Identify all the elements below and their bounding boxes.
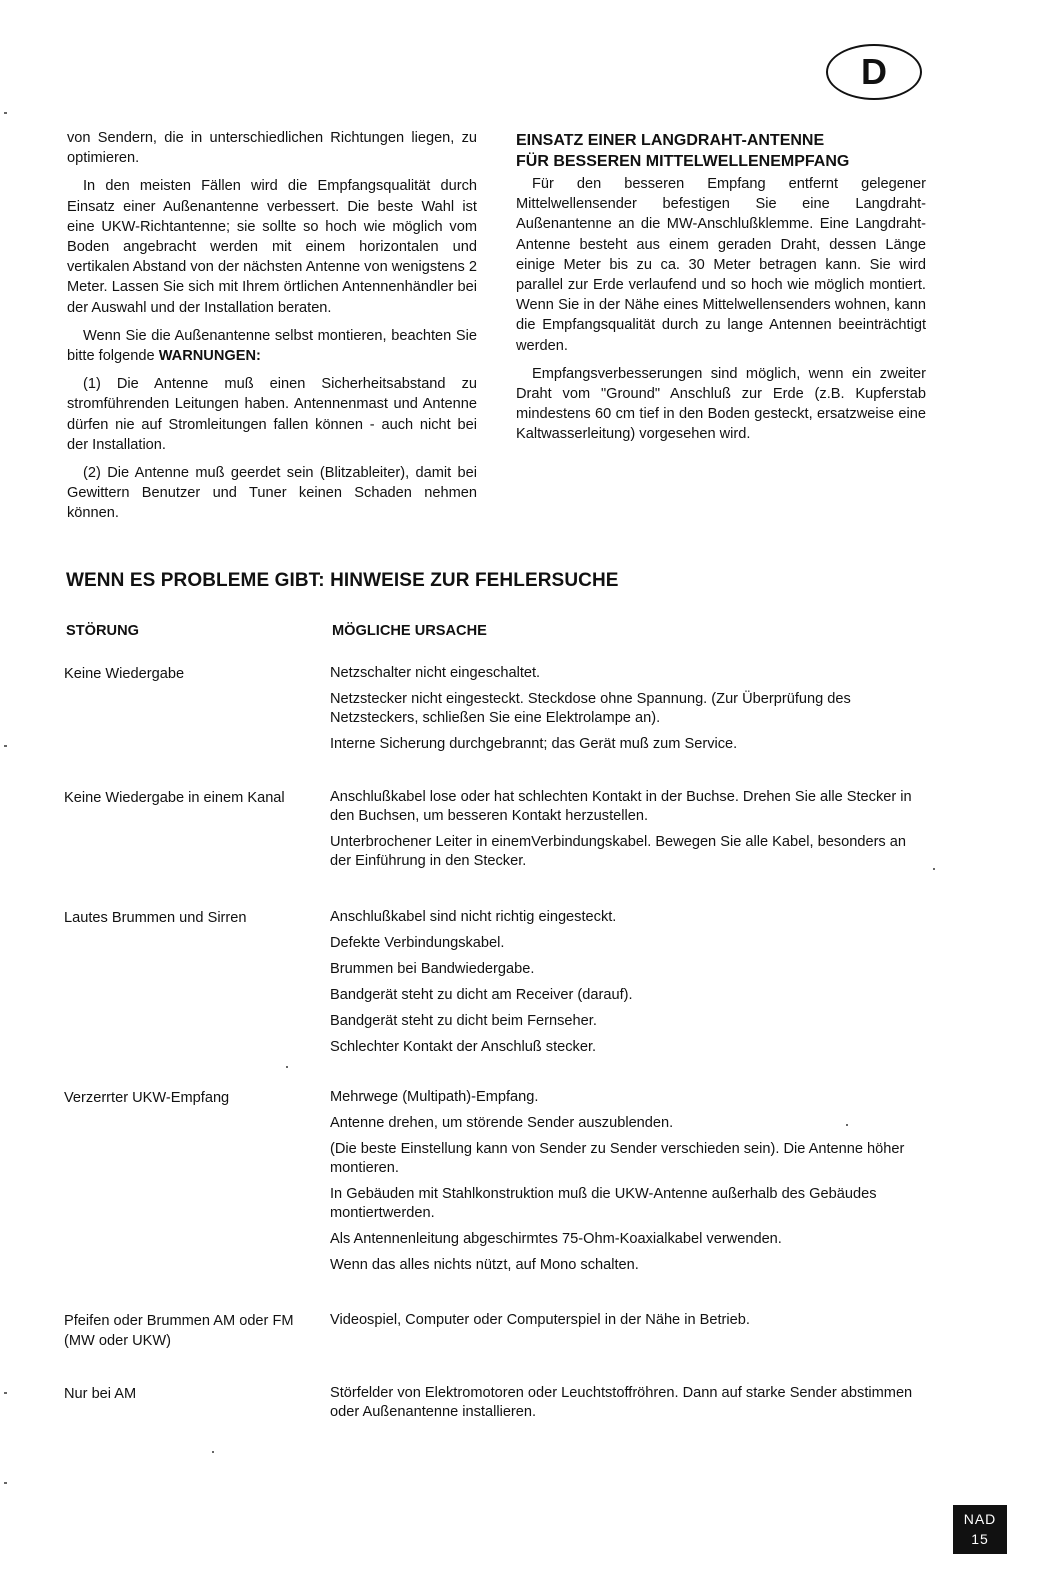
cause-item: Videospiel, Computer oder Computerspiel in der Nähe in Betrieb. (330, 1312, 750, 1328)
cause-item: Brummen bei Bandwiedergabe. (330, 961, 535, 977)
troubleshooting-title: WENN ES PROBLEME GIBT: HINWEISE ZUR FEHLERSUCHE (66, 570, 619, 591)
fault-cell: Verzerrter UKW-Empfang (64, 1090, 230, 1106)
cause-item: Mehrwege (Multipath)-Empfang. (330, 1089, 539, 1105)
scan-speck (933, 868, 935, 870)
section-heading: FÜR BESSEREN MITTELWELLENEMPFANG (516, 153, 850, 170)
cause-item: Interne Sicherung durchgebrannt; das Gerät muß zum Service. (330, 736, 738, 752)
paragraph: In den meisten Fällen wird die Empfangsqualität durch Einsatz einer Außenantenne verbessert. Die beste Wahl ist eine UKW-Richtantenne; sie sollte so hoch wie möglich vom Boden angebracht werden mit einem horizontalen und vertikalen Abstand von der nächsten Antenne von wenigstens 2 Meter. Lassen Sie sich mit Ihrem örtlichen Antennenhändler bei der Auswahl und der Installation beraten. (67, 178, 477, 316)
scan-speck (4, 1392, 7, 1394)
cause-column-header: MÖGLICHE URSACHE (332, 623, 487, 639)
cause-item: (Die beste Einstellung kann von Sender zu Sender verschieden sein). Die Antenne höher montieren. (330, 1141, 905, 1176)
scan-speck (4, 112, 7, 114)
paragraph: Für den besseren Empfang entfernt gelegener Mittelwellensender befestigen Sie eine Langdraht-Außenantenne an die MW-Anschlußklemme. Eine Langdraht-Antenne besteht aus einem geraden Draht, dessen Länge einige Meter bis zu ca. 30 Meter betragen kann. Sie wird parallel zur Erde verlaufend und so hoch wie möglich montiert. Wenn Sie in der Nähe eines Mittelwellensenders wohnen, kann die Empfangsqualität durch zu lange Antennen beeinträchtigt werden. (516, 176, 926, 354)
page-number: 15 (971, 1531, 989, 1547)
cause-cell (330, 908, 925, 1064)
cause-item: Anschlußkabel sind nicht richtig eingesteckt. (330, 909, 617, 925)
cause-item: Bandgerät steht zu dicht am Receiver (darauf). (330, 987, 633, 1003)
cause-item: Netzschalter nicht eingeschaltet. (330, 665, 541, 681)
cause-item: Als Antennenleitung abgeschirmtes 75-Ohm-Koaxialkabel verwenden. (330, 1231, 782, 1247)
paragraph (67, 326, 477, 366)
language-badge: D (826, 44, 922, 100)
cause-cell (330, 664, 925, 761)
scan-speck (286, 1066, 288, 1068)
warning-word: WARNUNGEN: (158, 348, 261, 365)
fault-cell: Lautes Brummen und Sirren (64, 910, 247, 926)
cause-item: Wenn das alles nichts nützt, auf Mono schalten. (330, 1257, 639, 1273)
cause-cell (330, 788, 925, 878)
cause-item: Anschlußkabel lose oder hat schlechten Kontakt in der Buchse. Drehen Sie alle Stecker in den Buchsen, um besseren Kontakt herzustellen. (330, 789, 912, 824)
paragraph: (2) Die Antenne muß geerdet sein (Blitzableiter), damit bei Gewittern Benutzer und Tuner keinen Schaden nehmen können. (67, 465, 477, 522)
scan-speck (4, 745, 7, 747)
cause-item: Unterbrochener Leiter in einemVerbindungskabel. Bewegen Sie alle Kabel, besonders an der Einführung in den Stecker. (330, 834, 907, 869)
cause-cell (330, 1088, 925, 1282)
fault-cell: Keine Wiedergabe in einem Kanal (64, 790, 285, 806)
cause-item: Störfelder von Elektromotoren oder Leuchtstoffröhren. Dann auf starke Sender abstimmen oder Außenantenne installieren. (330, 1385, 913, 1420)
cause-item: Defekte Verbindungskabel. (330, 935, 505, 951)
section-heading: EINSATZ EINER LANGDRAHT-ANTENNE (516, 132, 825, 149)
scan-speck (846, 1124, 848, 1126)
fault-cell: Pfeifen oder Brummen AM oder FM (MW oder UKW) (64, 1313, 294, 1349)
cause-item: Bandgerät steht zu dicht beim Fernseher. (330, 1013, 597, 1029)
cause-cell (330, 1384, 925, 1429)
cause-cell (330, 1311, 925, 1337)
cause-item: In Gebäuden mit Stahlkonstruktion muß die UKW-Antenne außerhalb des Gebäudes montiertwerden. (330, 1186, 877, 1221)
fault-cell: Keine Wiedergabe (64, 666, 185, 682)
page-footer-badge (953, 1505, 1007, 1554)
left-column (67, 128, 477, 532)
scan-speck (4, 1482, 7, 1484)
paragraph: (1) Die Antenne muß einen Sicherheitsabstand zu stromführenden Leitungen haben. Antennenmast und Antenne dürfen nie auf Stromleitungen fallen können - auch nicht bei der Installation. (67, 376, 477, 453)
fault-cell: Nur bei AM (64, 1386, 137, 1402)
warning-intro: Wenn Sie die Außenantenne selbst montieren, beachten Sie bitte folgende (67, 327, 477, 365)
cause-item: Netzstecker nicht eingesteckt. Steckdose ohne Spannung. (Zur Überprüfung des Netzsteckers, schließen Sie eine Elektrolampe an). (330, 691, 851, 726)
right-column (516, 128, 926, 453)
cause-item: Antenne drehen, um störende Sender auszublenden. (330, 1115, 674, 1131)
brand-label: NAD (963, 1511, 997, 1527)
paragraph: Empfangsverbesserungen sind möglich, wenn ein zweiter Draht vom "Ground" Anschluß zur Erde (z.B. Kupferstab mindestens 60 cm tief in den Boden gesteckt, ersatzweise eine Kaltwasserleitung) vorgesehen wird. (516, 365, 926, 443)
fault-column-header: STÖRUNG (66, 623, 139, 639)
cause-item: Schlechter Kontakt der Anschluß stecker. (330, 1039, 597, 1055)
paragraph: von Sendern, die in unterschiedlichen Richtungen liegen, zu optimieren. (67, 130, 477, 167)
scan-speck (212, 1451, 214, 1453)
